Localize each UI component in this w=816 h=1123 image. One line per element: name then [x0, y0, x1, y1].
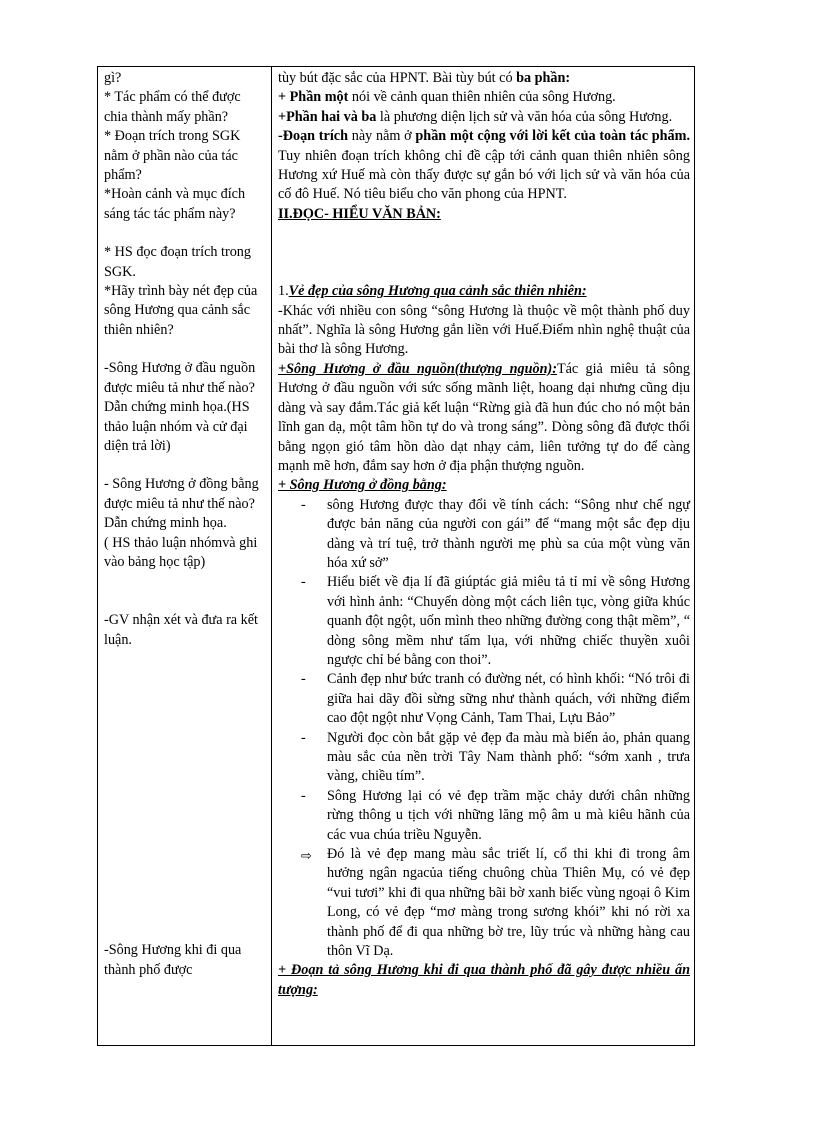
part-two-three: +Phần hai và ba là phương diện lịch sử và văn hóa của sông Hương.: [278, 108, 673, 125]
list-item: - Sông Hương lại có vẻ đẹp trầm mặc chảy dưới chân những rừng thông u tịch với những lăng mộ âm u mà kiêu hãnh của các vua chúa triều Nguyễn.: [301, 787, 690, 843]
delta-bullets: [278, 496, 690, 845]
list-item: - sông Hương được thay đổi về tính cách: “Sông như chế ngự được bản năng của người con gái” để “mang một sắc đẹp dịu dàng và trí tuệ, trở thành người mẹ phù sa của một vùng văn hóa xứ sở”: [301, 496, 690, 571]
list-item: - Hiểu biết về địa lí đã giúptác giả miêu tả tỉ mỉ về sông Hương với hình ảnh: “Chuyển dòng một cách liên tục, vòng giữa khúc quanh đột ngột, uốn mình theo những đường cong thật mềm”, “ dòng sông mềm như tấm lụa, với những chiếc thuyền xuôi ngược chỉ bé bằng con thoi”.: [301, 574, 690, 668]
left-q0: gì?: [104, 70, 122, 86]
arrow-right-icon: ⇨: [301, 848, 312, 864]
excerpt-position: -Đoạn trích này nằm ở phần một cộng với lời kết của toàn tác phẩm. Tuy nhiên đoạn trích không chỉ đề cập tới cảnh quan thiên nhiên sông Hương xứ Huế mà còn thấy được sự gắn bó với lịch sử và văn hóa của cố đô Huế. Nó tiêu biểu cho văn phong của HPNT.: [278, 128, 691, 203]
part-one: + Phần một nói về cảnh quan thiên nhiên của sông Hương.: [278, 89, 616, 106]
subheading-delta: + Sông Hương ở đồng bằng:: [278, 477, 447, 494]
lesson-table: [97, 66, 695, 1046]
column-divider: [271, 67, 272, 1045]
left-q6: -Sông Hương ở đầu nguồn được miêu tả như thế nào?Dẫn chứng minh họa.(HS thảo luận nhóm và cử đại diện trả lời): [104, 360, 256, 454]
subheading-city: + Đoạn tả sông Hương khi đi qua thành phố đã gây được nhiều ấn tượng:: [278, 962, 690, 998]
list-item: - Người đọc còn bắt gặp vẻ đẹp đa màu mà biến ảo, phản quang màu sắc của nền trời Tây Nam thành phố: “sớm xanh , trưa vàng, chiều tím”.: [301, 729, 690, 785]
left-column: [104, 69, 264, 980]
left-q8: ( HS thảo luận nhómvà ghi vào bảng học tập): [104, 534, 258, 570]
left-q10: -Sông Hương khi đi qua thành phố được: [104, 942, 242, 978]
left-q7: - Sông Hương ở đồng bằng được miêu tả như thế nào?Dẫn chứng minh họa.: [104, 476, 259, 532]
paragraph-intro: -Khác với nhiều con sông “sông Hương là thuộc về một thành phố duy nhất”. Nghĩa là sông Hương gắn liền với Huế.Điểm nhìn nghệ thuật của bài thơ là sông Hương.: [278, 302, 690, 358]
subheading-1: 1.Vẻ đẹp của sông Hương qua cảnh sắc thiên nhiên:: [278, 283, 587, 300]
left-q1: * Tác phẩm có thể được chia thành mấy phần?: [104, 89, 241, 125]
conclusion-item: ⇨ Đó là vẻ đẹp mang màu sắc triết lí, cổ thi khi đi trong âm hưởng ngân ngacủa tiếng chuông chùa Thiên Mụ, có vẻ đẹp “vui tươi” khi đi qua những bãi bờ xanh biếc vùng ngoại ô Kim Long, có vẻ đẹp “mơ màng trong sương khói” khi nó rời xa thành phố để đi qua những bờ tre, lũy trúc và những hàng cau thôn Vĩ Dạ.: [301, 846, 690, 960]
left-q5: *Hãy trình bày nét đẹp của sông Hương qua cảnh sắc thiên nhiên?: [104, 283, 258, 338]
left-q9: -GV nhận xét và đưa ra kết luận.: [104, 612, 258, 648]
right-column: [278, 69, 690, 1000]
left-q4: * HS đọc đoạn trích trong SGK.: [104, 244, 251, 280]
parts-intro: tùy bút đặc sắc của HPNT. Bài tùy bút có ba phần:: [278, 70, 571, 86]
left-q3: *Hoàn cảnh và mục đích sáng tác tác phẩm này?: [104, 186, 246, 222]
section-heading: II.ĐỌC- HIỂU VĂN BẢN:: [278, 205, 441, 222]
upstream-paragraph: +Sông Hương ở đầu nguồn(thượng nguồn):Tác giả miêu tả sông Hương ở đầu nguồn với sức sống mãnh liệt, hoang dại nhưng cũng dịu dàng và say đắm.Tác giả kết luận “Rừng già đã hun đúc cho nó một bản lĩnh gan dạ, một tâm hồn tự do và trong sáng”. Dòng sông đã được thổi bằng ngọn gió tâm hồn dào dạt nhạy cảm, liên tưởng tự do để càng mạnh mẽ hơn, đắm say hơn ở địa phận thượng nguồn.: [278, 360, 690, 474]
list-item: - Cảnh đẹp như bức tranh có đường nét, có hình khối: “Nó trôi đi giữa hai dãy đồi sừng sững như thành quách, với những điểm cao đột ngột như Vọng Cảnh, Tam Thai, Lựu Bảo”: [301, 671, 690, 727]
left-q2: * Đoạn trích trong SGK nằm ở phần nào của tác phẩm?: [104, 128, 241, 184]
